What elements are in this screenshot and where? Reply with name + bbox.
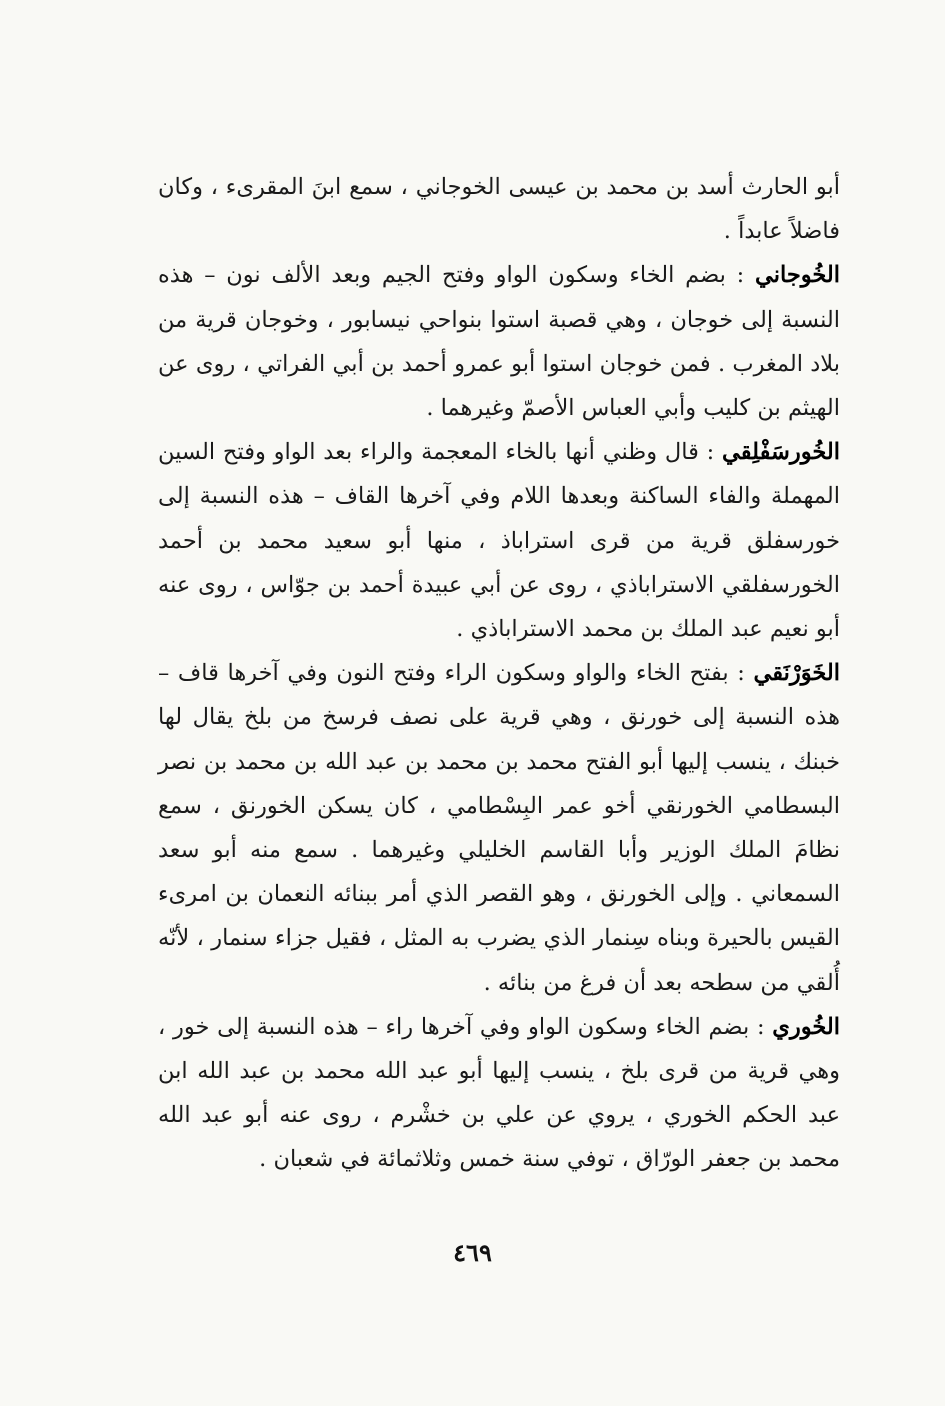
entry-khujani [158, 253, 840, 430]
entry-definition: : بضم الخاء وسكون الواو وفي آخرها راء – هذه النسبة إلى خور ، وهي قرية من قرى بلخ ، ينسب إليها أبو عبد الله محمد بن عبد الله ابن عبد الحكم الخوري ، يروي عن علي بن خشْرم ، روى عنه أبو عبد الله محمد بن جعفر الورّاق ، توفي سنة خمس وثلاثمائة في شعبان . [158, 1013, 840, 1173]
paragraph-continuation [158, 165, 840, 253]
entry-khursafliqi [158, 430, 840, 651]
entry-term: الخُوجاني [754, 262, 840, 289]
entry-definition: : بضم الخاء وسكون الواو وفتح الجيم وبعد الألف نون – هذه النسبة إلى خوجان ، وهي قصبة استوا بنواحي نيسابور ، وخوجان قرية من بلاد المغرب . فمن خوجان استوا أبو عمرو أحمد بن أبي الفراتي ، روى عن الهيثم بن كليب وأبي العباس الأصمّ وغيرهما . [158, 262, 840, 422]
page-body-text [158, 165, 840, 1182]
entry-definition: : بفتح الخاء والواو وسكون الراء وفتح النون وفي آخرها قاف – هذه النسبة إلى خورنق ، وهي قرية على نصف فرسخ من بلخ يقال لها خبنك ، ينسب إليها أبو الفتح محمد بن محمد بن عبد الله بن محمد بن نصر البسطامي الخورنقي أخو عمر البِسْطامي ، كان يسكن الخورنق ، سمع نظامَ الملك الوزير وأبا القاسم الخليلي وغيرهما . سمع منه أبو سعد السمعاني . وإلى الخورنق ، وهو القصر الذي أمر ببنائه النعمان بن امرىء القيس بالحيرة وبناه سِنمار الذي يضرب به المثل ، فقيل جزاء سنمار ، لأنّه أُلقي من سطحه بعد أن فرغ من بنائه . [158, 660, 840, 996]
entry-term: الخُوري [772, 1013, 840, 1040]
entry-term: الخُورسَفْلِقي [722, 439, 840, 466]
entry-khawarnaqi [158, 651, 840, 1005]
entry-definition: : قال وظني أنها بالخاء المعجمة والراء بعد الواو وفتح السين المهملة والفاء الساكنة وبعدها اللام وفي آخرها القاف – هذه النسبة إلى خورسفلق قرية من قرى استراباذ ، منها أبو سعيد محمد بن أحمد الخورسفلقي الاستراباذي ، روى عن أبي عبيدة أحمد بن جوّاس ، روى عنه أبو نعيم عبد الملك بن محمد الاستراباذي . [158, 439, 840, 643]
page-number: ٤٦٩ [453, 1238, 492, 1267]
paragraph-text: أبو الحارث أسد بن محمد بن عيسى الخوجاني ، سمع ابنَ المقرىء ، وكان فاضلاً عابداً . [158, 174, 840, 245]
entry-khuri [158, 1005, 840, 1182]
entry-term: الخَوَرْنَقي [753, 660, 840, 687]
